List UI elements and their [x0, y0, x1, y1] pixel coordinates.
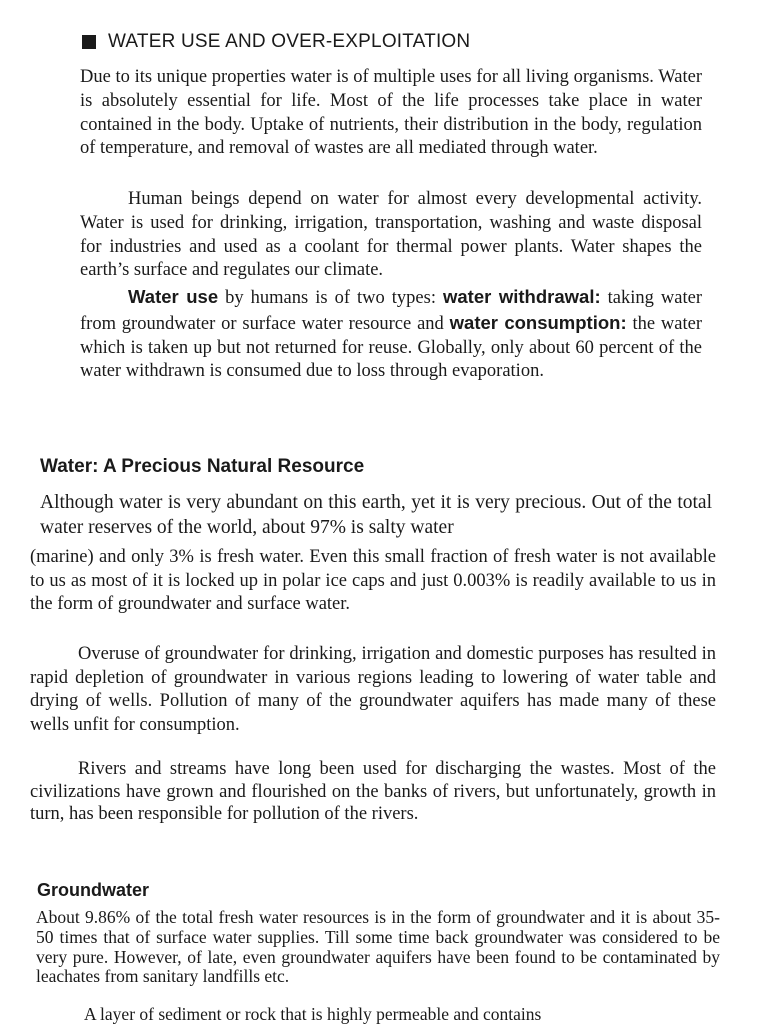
paragraph-groundwater-resources: About 9.86% of the total fresh water resources is in the form of groundwater and it is about 35-50 times that of surface water supplies. Till some time back groundwater was considered to be very pure. However, of late, even groundwater aquifers have been found to be contaminated by leachates from sanitary landfills etc.: [36, 907, 720, 987]
paragraph-text: the water which is taken up but not returned for reuse. Globally, only about 60 percent of the water withdrawn is consumed due to loss through evaporation.: [80, 313, 702, 382]
paragraph-text: Human beings depend on water for almost every developmental activity. Water is used for drinking, irrigation, transportation, washing and waste disposal for industries and used as a coolant for thermal power plants. Water shapes the earth’s surface and regulates our climate.: [80, 189, 702, 281]
paragraph-human-dependence: [80, 188, 702, 283]
paragraph-text: Rivers and streams have long been used for discharging the wastes. Most of the civilizations have grown and flourished on the banks of rivers, but unfortunately, growth in turn, has been responsible for pollution of the rivers.: [30, 759, 716, 824]
paragraph-text: Overuse of groundwater for drinking, irrigation and domestic purposes has resulted in rapid depletion of groundwater in various regions leading to lowering of water table and drying of wells. Pollution of many of the groundwater aquifers has made many of these wells unfit for consumption.: [30, 644, 716, 735]
term-water-withdrawal: water withdrawal:: [443, 286, 601, 307]
paragraph-text: by humans is of two types:: [218, 288, 443, 308]
paragraph-water-use-types: [80, 285, 702, 384]
section-heading-text: WATER USE AND OVER-EXPLOITATION: [108, 31, 471, 52]
paragraph-water-properties: Due to its unique properties water is of multiple uses for all living organisms. Water is absolutely essential for life. Most of the life processes take place in water contained in the body. Uptake of nutrients, their distribution in the body, regulation of temperature, and removal of wastes are all mediated through water.: [80, 67, 702, 159]
paragraph-groundwater-overuse: [30, 643, 716, 737]
square-bullet-icon: [82, 35, 96, 49]
paragraph-river-pollution: [30, 758, 716, 826]
paragraph-text: taking water from groundwater or surface water resource and: [80, 288, 702, 334]
paragraph-text: A layer of sediment or rock that is highly permeable and contains: [84, 1004, 542, 1024]
section-heading-precious-resource: Water: A Precious Natural Resource: [40, 456, 365, 477]
section-heading-water-use: [82, 31, 470, 53]
term-water-consumption: water consumption:: [449, 311, 627, 333]
term-water-use: Water use: [128, 286, 219, 307]
paragraph-aquifer-definition: [36, 1005, 720, 1025]
section-heading-groundwater: Groundwater: [37, 880, 150, 900]
paragraph-water-abundance: Although water is very abundant on this earth, yet it is very precious. Out of the total water reserves of the world, about 97% is salty water: [40, 492, 712, 538]
paragraph-fresh-water: (marine) and only 3% is fresh water. Even this small fraction of fresh water is not available to us as most of it is locked up in polar ice caps and just 0.003% is readily available to us in the form of groundwater and surface water.: [30, 547, 716, 614]
